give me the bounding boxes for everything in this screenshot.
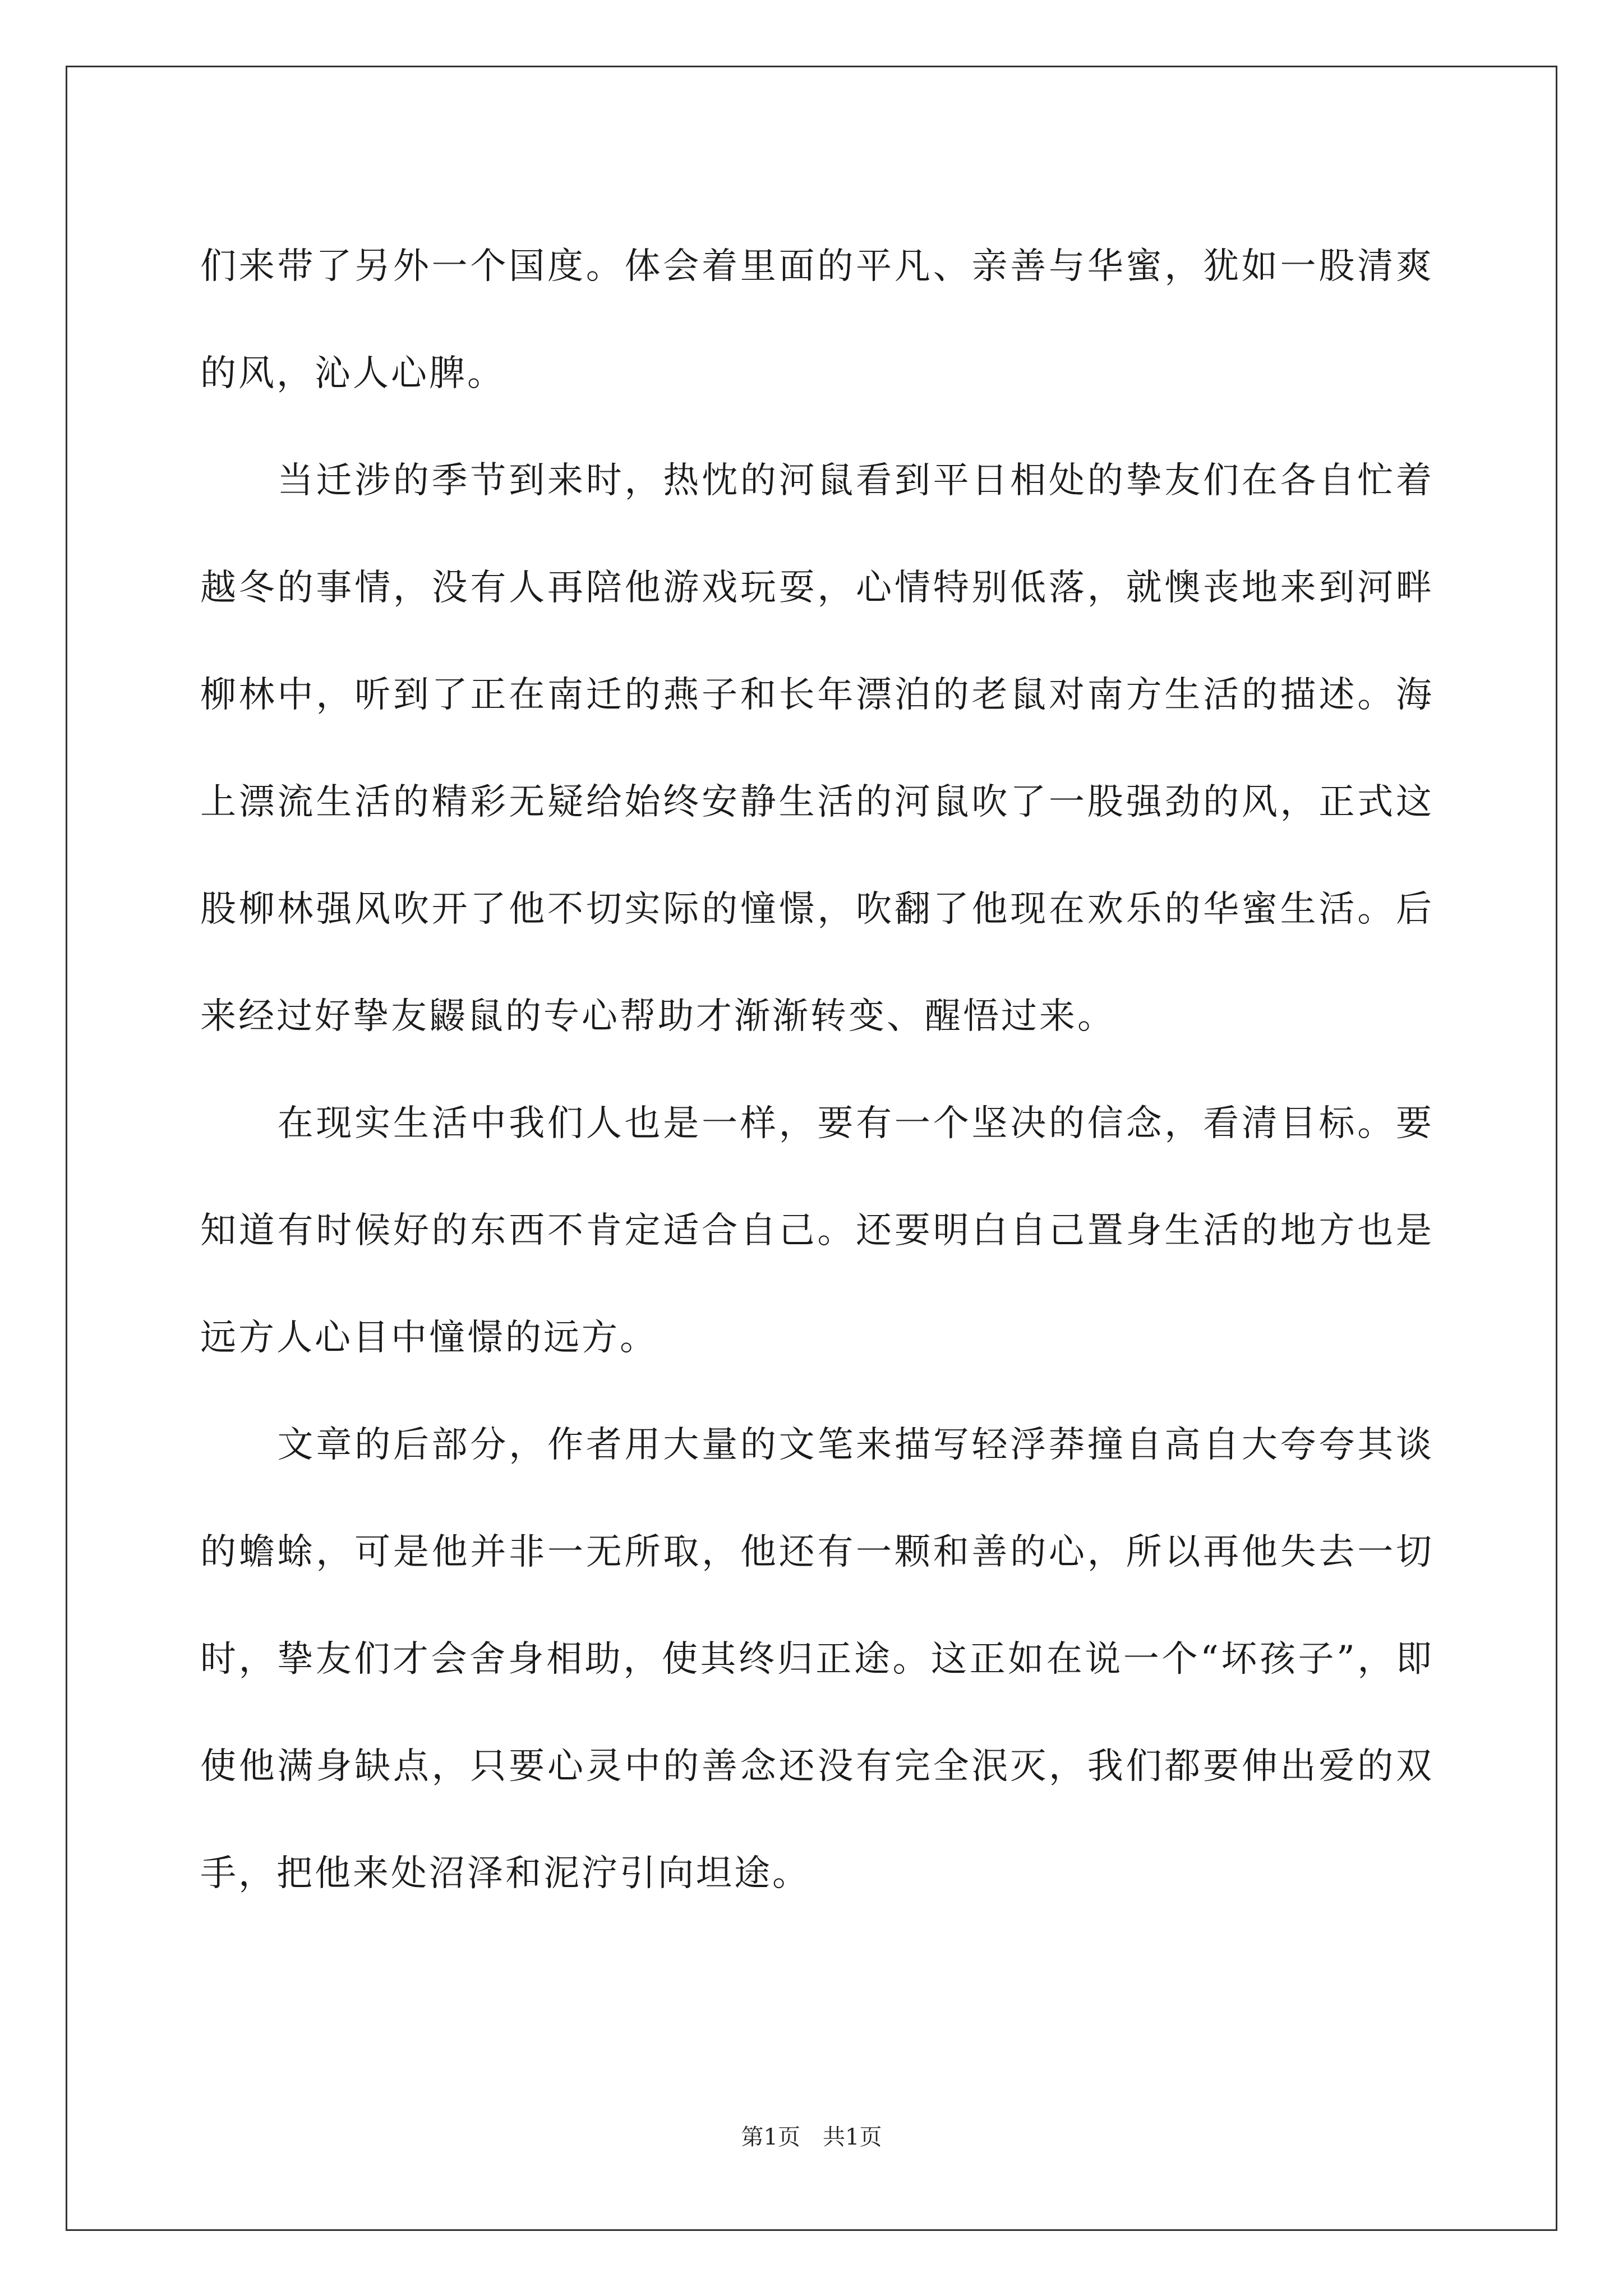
document-body: [200, 213, 1434, 1927]
paragraph-2: 当迁涉的季节到来时，热忱的河鼠看到平日相处的挚友们在各自忙着越冬的事情，没有人再陪他游戏玩耍，心情特别低落，就懊丧地来到河畔柳林中，听到了正在南迁的燕子和长年漂泊的老鼠对南方生活的描述。海上漂流生活的精彩无疑给始终安静生活的河鼠吹了一股强劲的风，正式这股柳林强风吹开了他不切实际的憧憬，吹翻了他现在欢乐的华蜜生活。后来经过好挚友鼹鼠的专心帮助才渐渐转变、醒悟过来。: [200, 460, 1434, 1037]
paragraph-4: 文章的后部分，作者用大量的文笔来描写轻浮莽撞自高自大夸夸其谈的蟾蜍，可是他并非一无所取，他还有一颗和善的心，所以再他失去一切时，挚友们才会舍身相助，使其终归正途。这正如在说一个“坏孩子”，即使他满身缺点，只要心灵中的善念还没有完全泯灭，我们都要伸出爱的双手，把他来处沼泽和泥泞引向坦途。: [200, 1424, 1434, 1894]
paragraph-1: 们来带了另外一个国度。体会着里面的平凡、亲善与华蜜，犹如一股清爽的风，沁人心脾。: [200, 246, 1434, 394]
page-footer: 第1页 共1页: [741, 2124, 882, 2150]
paragraph-3: 在现实生活中我们人也是一样，要有一个坚决的信念，看清目标。要知道有时候好的东西不肯定适合自己。还要明白自己置身生活的地方也是远方人心目中憧憬的远方。: [200, 1103, 1434, 1359]
